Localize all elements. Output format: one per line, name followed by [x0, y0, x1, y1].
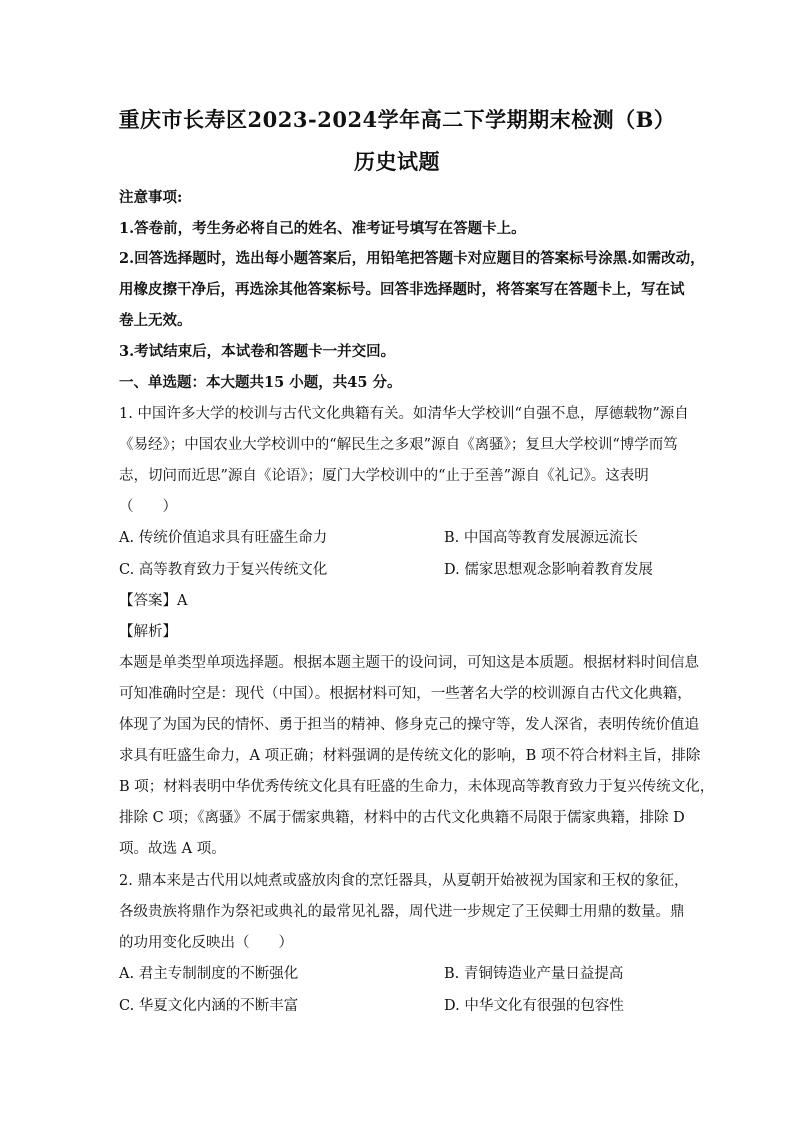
q1-stem-line-2: 《易经》；中国农业大学校训中的“解民生之多艰”源自《离骚》；复旦大学校训“博学而笃: [119, 437, 678, 453]
q2-option-a: A. 君主专制制度的不断强化: [119, 966, 299, 982]
q1-analysis-line-4: 求具有旺盛生命力，A 项正确；材料强调的是传统文化的影响，B 项不符合材料主旨，排除: [119, 748, 701, 764]
q2-stem-line-1: 2. 鼎本来是古代用以炖煮或盛放肉食的烹饪器具，从夏朝开始被视为国家和王权的象征，: [119, 873, 689, 889]
exam-subtitle: 历史试题: [354, 149, 440, 174]
notes-heading: 注意事项:: [119, 189, 183, 206]
q1-stem-line-3: 志，切问而近思”源自《论语》；厦门大学校训中的“止于至善”源自《礼记》。这表明: [119, 468, 649, 484]
q1-analysis-line-3: 体现了为国为民的情怀、勇于担当的精神、修身克己的操守等，发人深省，表明传统价值追: [119, 717, 699, 733]
exam-title: 重庆市长寿区2023-2024学年高二下学期期末检测（B）: [118, 107, 676, 132]
q1-analysis-line-2: 可知准确时空是：现代（中国）。根据材料可知，一些著名大学的校训源自古代文化典籍，: [119, 686, 692, 702]
q1-analysis-line-7: 项。故选 A 项。: [119, 841, 226, 857]
q2-option-d: D. 中华文化有很强的包容性: [444, 998, 624, 1014]
q1-option-d: D. 儒家思想观念影响着教育发展: [444, 562, 653, 578]
section-heading: 一、单选题：本大题共15 小题，共45 分。: [119, 374, 402, 391]
notes-line-4: 卷上无效。: [119, 312, 192, 329]
q1-analysis-line-1: 本题是单类型单项选择题。根据本题主题干的设问词，可知这是本质题。根据材料时间信息: [119, 655, 699, 671]
q1-option-b: B. 中国高等教育发展源远流长: [444, 530, 638, 546]
q1-analysis-heading: 【解析】: [119, 624, 177, 640]
notes-line-3: 用橡皮擦干净后，再选涂其他答案标号。回答非选择题时，将答案写在答题卡上，写在试: [119, 281, 685, 298]
q2-option-b: B. 青铜铸造业产量日益提高: [444, 966, 624, 982]
q1-stem-line-4: （ ）: [119, 499, 177, 515]
notes-line-1: 1.答卷前，考生务必将自己的姓名、准考证号填写在答题卡上。: [119, 220, 526, 237]
q1-option-c: C. 高等教育致力于复兴传统文化: [119, 562, 328, 578]
q1-analysis-line-6: 排除 C 项；《离骚》不属于儒家典籍，材料中的古代文化典籍不局限于儒家典籍，排除 D: [119, 810, 685, 826]
notes-line-5: 3.考试结束后，本试卷和答题卡一并交回。: [119, 343, 396, 360]
q1-option-a: A. 传统价值追求具有旺盛生命力: [119, 530, 328, 546]
q1-analysis-line-5: B 项；材料表明中华优秀传统文化具有旺盛的生命力，未体现高等教育致力于复兴传统文化，: [119, 779, 715, 795]
q2-stem-line-3: 的功用变化反映出（ ）: [119, 935, 293, 951]
notes-line-2: 2.回答选择题时，选出每小题答案后，用铅笔把答题卡对应题目的答案标号涂黑.如需改动，: [119, 250, 705, 267]
q2-stem-line-2: 各级贵族将鼎作为祭祀或典礼的最常见礼器，周代进一步规定了王侯卿士用鼎的数量。鼎: [119, 904, 685, 920]
q2-option-c: C. 华夏文化内涵的不断丰富: [119, 998, 299, 1014]
q1-answer: 【答案】A: [119, 593, 188, 609]
q1-stem-line-1: 1. 中国许多大学的校训与古代文化典籍有关。如清华大学校训“自强不息，厚德载物”源自: [119, 406, 689, 422]
